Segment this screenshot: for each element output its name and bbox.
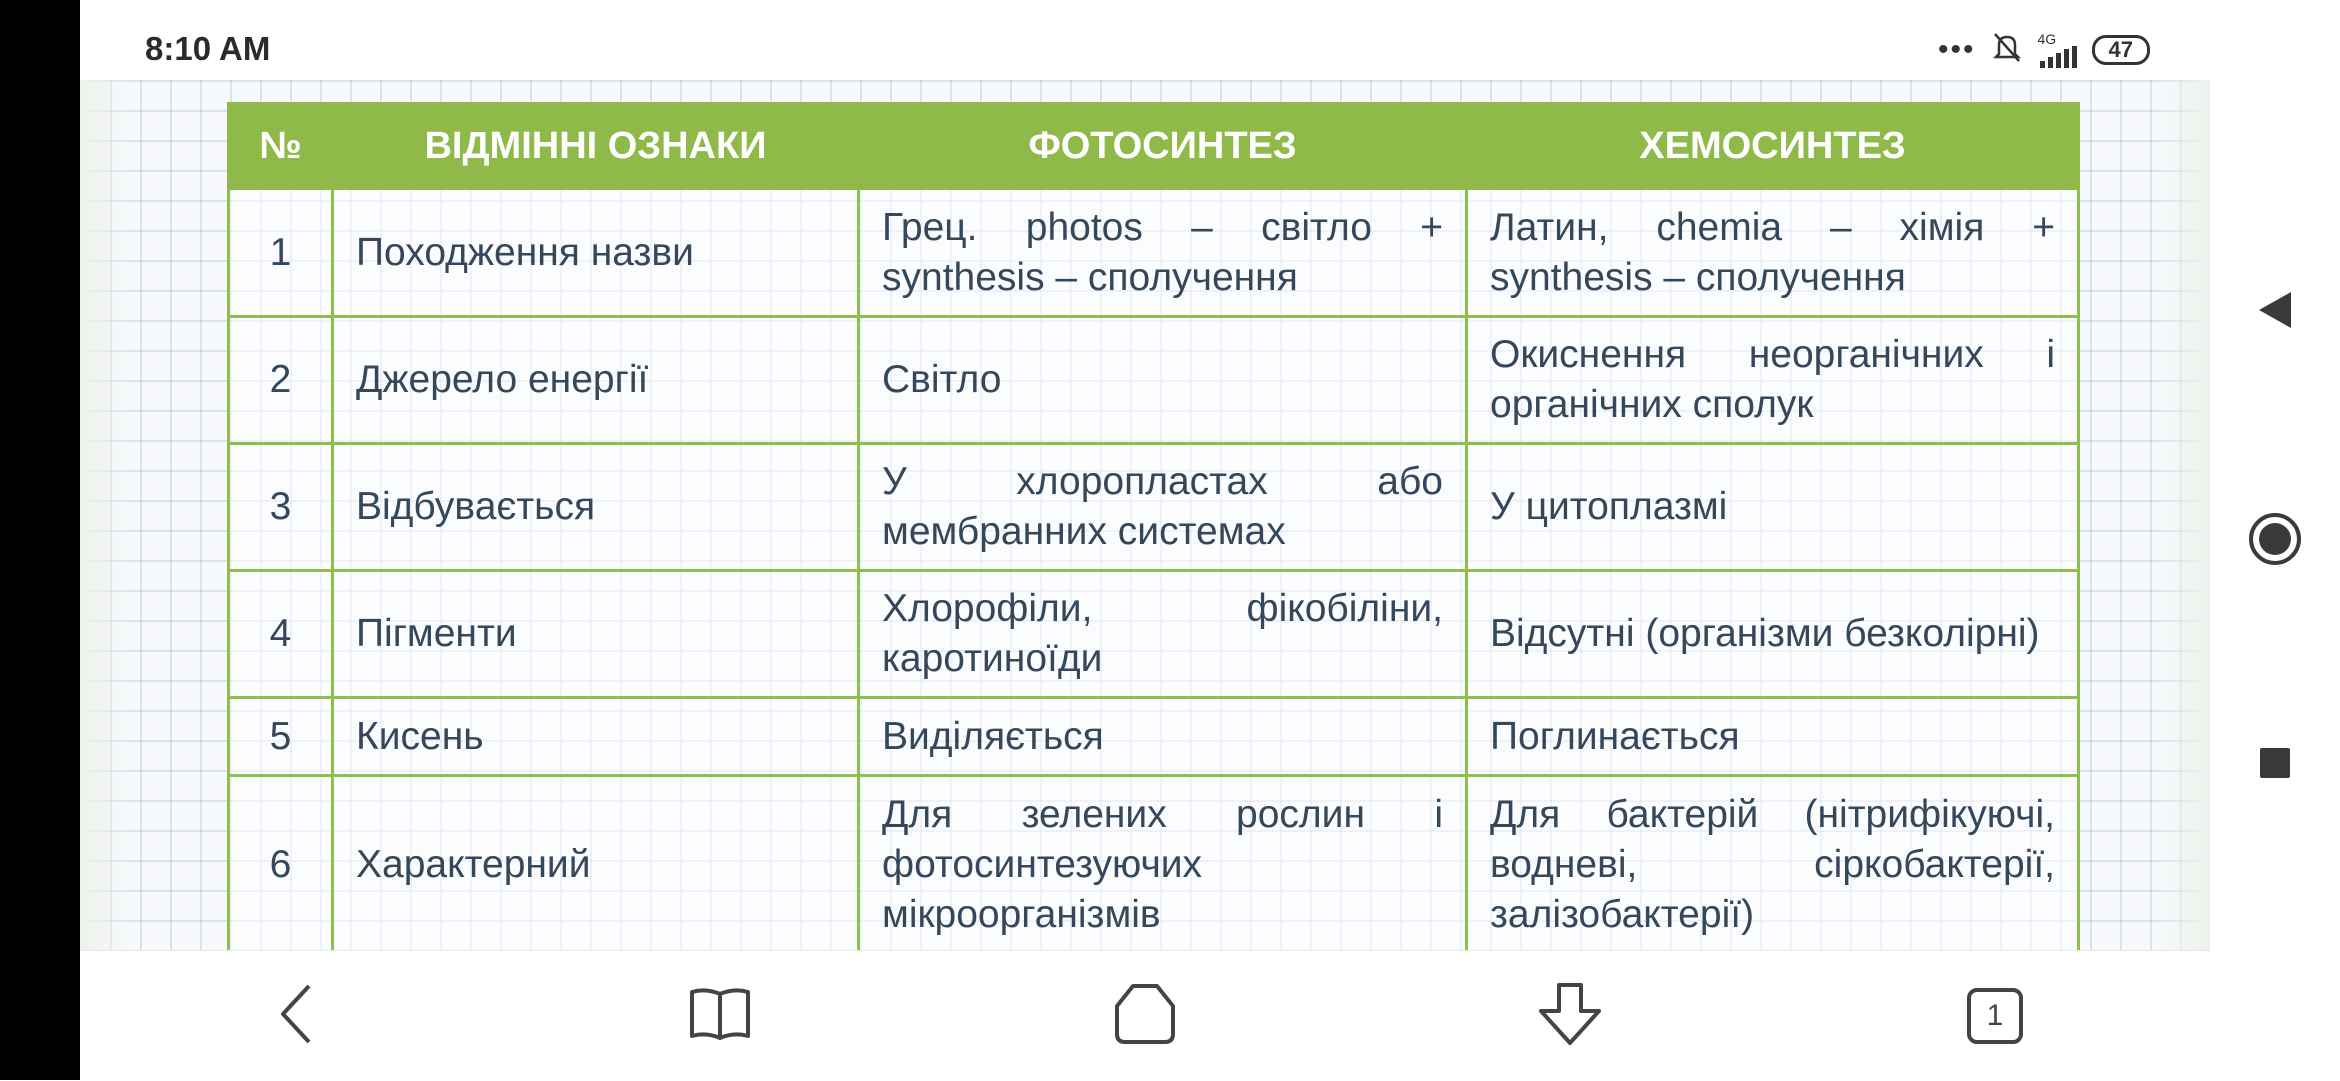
header-number: № [229,104,333,189]
header-photosynthesis: ФОТОСИНТЕЗ [859,104,1467,189]
page-content [80,80,2210,950]
table-header-row [229,104,2079,189]
row-number: 1 [229,189,333,317]
book-icon [688,986,752,1047]
row-chemosynthesis: Для бактерій (нітрифікуючі, водневі, сіркобактерії, залізобактерії) [1467,776,2079,951]
table-row [229,776,2079,951]
download-button[interactable] [1535,981,1605,1051]
table-row [229,698,2079,776]
status-icons [1938,30,2150,69]
tab-count: 1 [1986,999,2004,1032]
table-row [229,189,2079,317]
tabs-button[interactable] [1960,981,2030,1051]
comparison-table [227,102,2080,950]
reader-button[interactable] [685,981,755,1051]
row-photosynthesis: Для зелених рослин і фотосинтезуючих мікроорганізмів [859,776,1467,951]
status-bar [80,0,2210,80]
back-icon [277,982,317,1051]
row-chemosynthesis: Відсутні (організми безколірні) [1467,571,2079,698]
triangle-back-icon [2257,290,2293,335]
row-feature: Пігменти [333,571,859,698]
home-icon [1113,982,1177,1051]
header-chemosynthesis: ХЕМОСИНТЕЗ [1467,104,2079,189]
bottom-toolbar [80,950,2210,1081]
download-icon [1537,981,1603,1052]
battery-indicator: 47 [2092,35,2150,65]
row-number: 6 [229,776,333,951]
left-black-bar [0,0,80,1080]
network-type: 4G [2037,30,2057,47]
table-row [229,444,2079,571]
system-recents-button[interactable] [2210,746,2340,785]
row-photosynthesis: У хлоропластах або мембранних системах [859,444,1467,571]
row-number: 3 [229,444,333,571]
row-photosynthesis: Грец. photos – світло + synthesis – сполучення [859,189,1467,317]
header-features: ВІДМІННІ ОЗНАКИ [333,104,859,189]
row-chemosynthesis: Поглинається [1467,698,2079,776]
square-recents-icon [2258,746,2292,785]
more-dots-icon: ••• [1938,32,1976,66]
silent-bell-icon [1990,30,2024,69]
row-photosynthesis: Світло [859,317,1467,444]
row-chemosynthesis: У цитоплазмі [1467,444,2079,571]
system-back-button[interactable] [2210,290,2340,335]
system-nav-bar [2210,0,2340,1080]
row-feature: Характерний [333,776,859,951]
row-chemosynthesis: Окиснення неорганічних і органічних сполук [1467,317,2079,444]
row-number: 4 [229,571,333,698]
system-home-button[interactable] [2210,512,2340,571]
back-button[interactable] [262,981,332,1051]
tabs-icon [1967,988,2023,1044]
row-number: 2 [229,317,333,444]
signal-icon [2038,32,2078,68]
row-feature: Джерело енергії [333,317,859,444]
row-feature: Відбувається [333,444,859,571]
table-row [229,571,2079,698]
row-number: 5 [229,698,333,776]
row-feature: Походження назви [333,189,859,317]
table-row [229,317,2079,444]
row-photosynthesis: Хлорофіли, фікобіліни, каротиноїди [859,571,1467,698]
status-time: 8:10 AM [145,30,271,67]
row-feature: Кисень [333,698,859,776]
circle-home-icon [2248,512,2302,571]
row-chemosynthesis: Латин, chemia – хімія + synthesis – сполучення [1467,189,2079,317]
home-button[interactable] [1110,981,1180,1051]
row-photosynthesis: Виділяється [859,698,1467,776]
